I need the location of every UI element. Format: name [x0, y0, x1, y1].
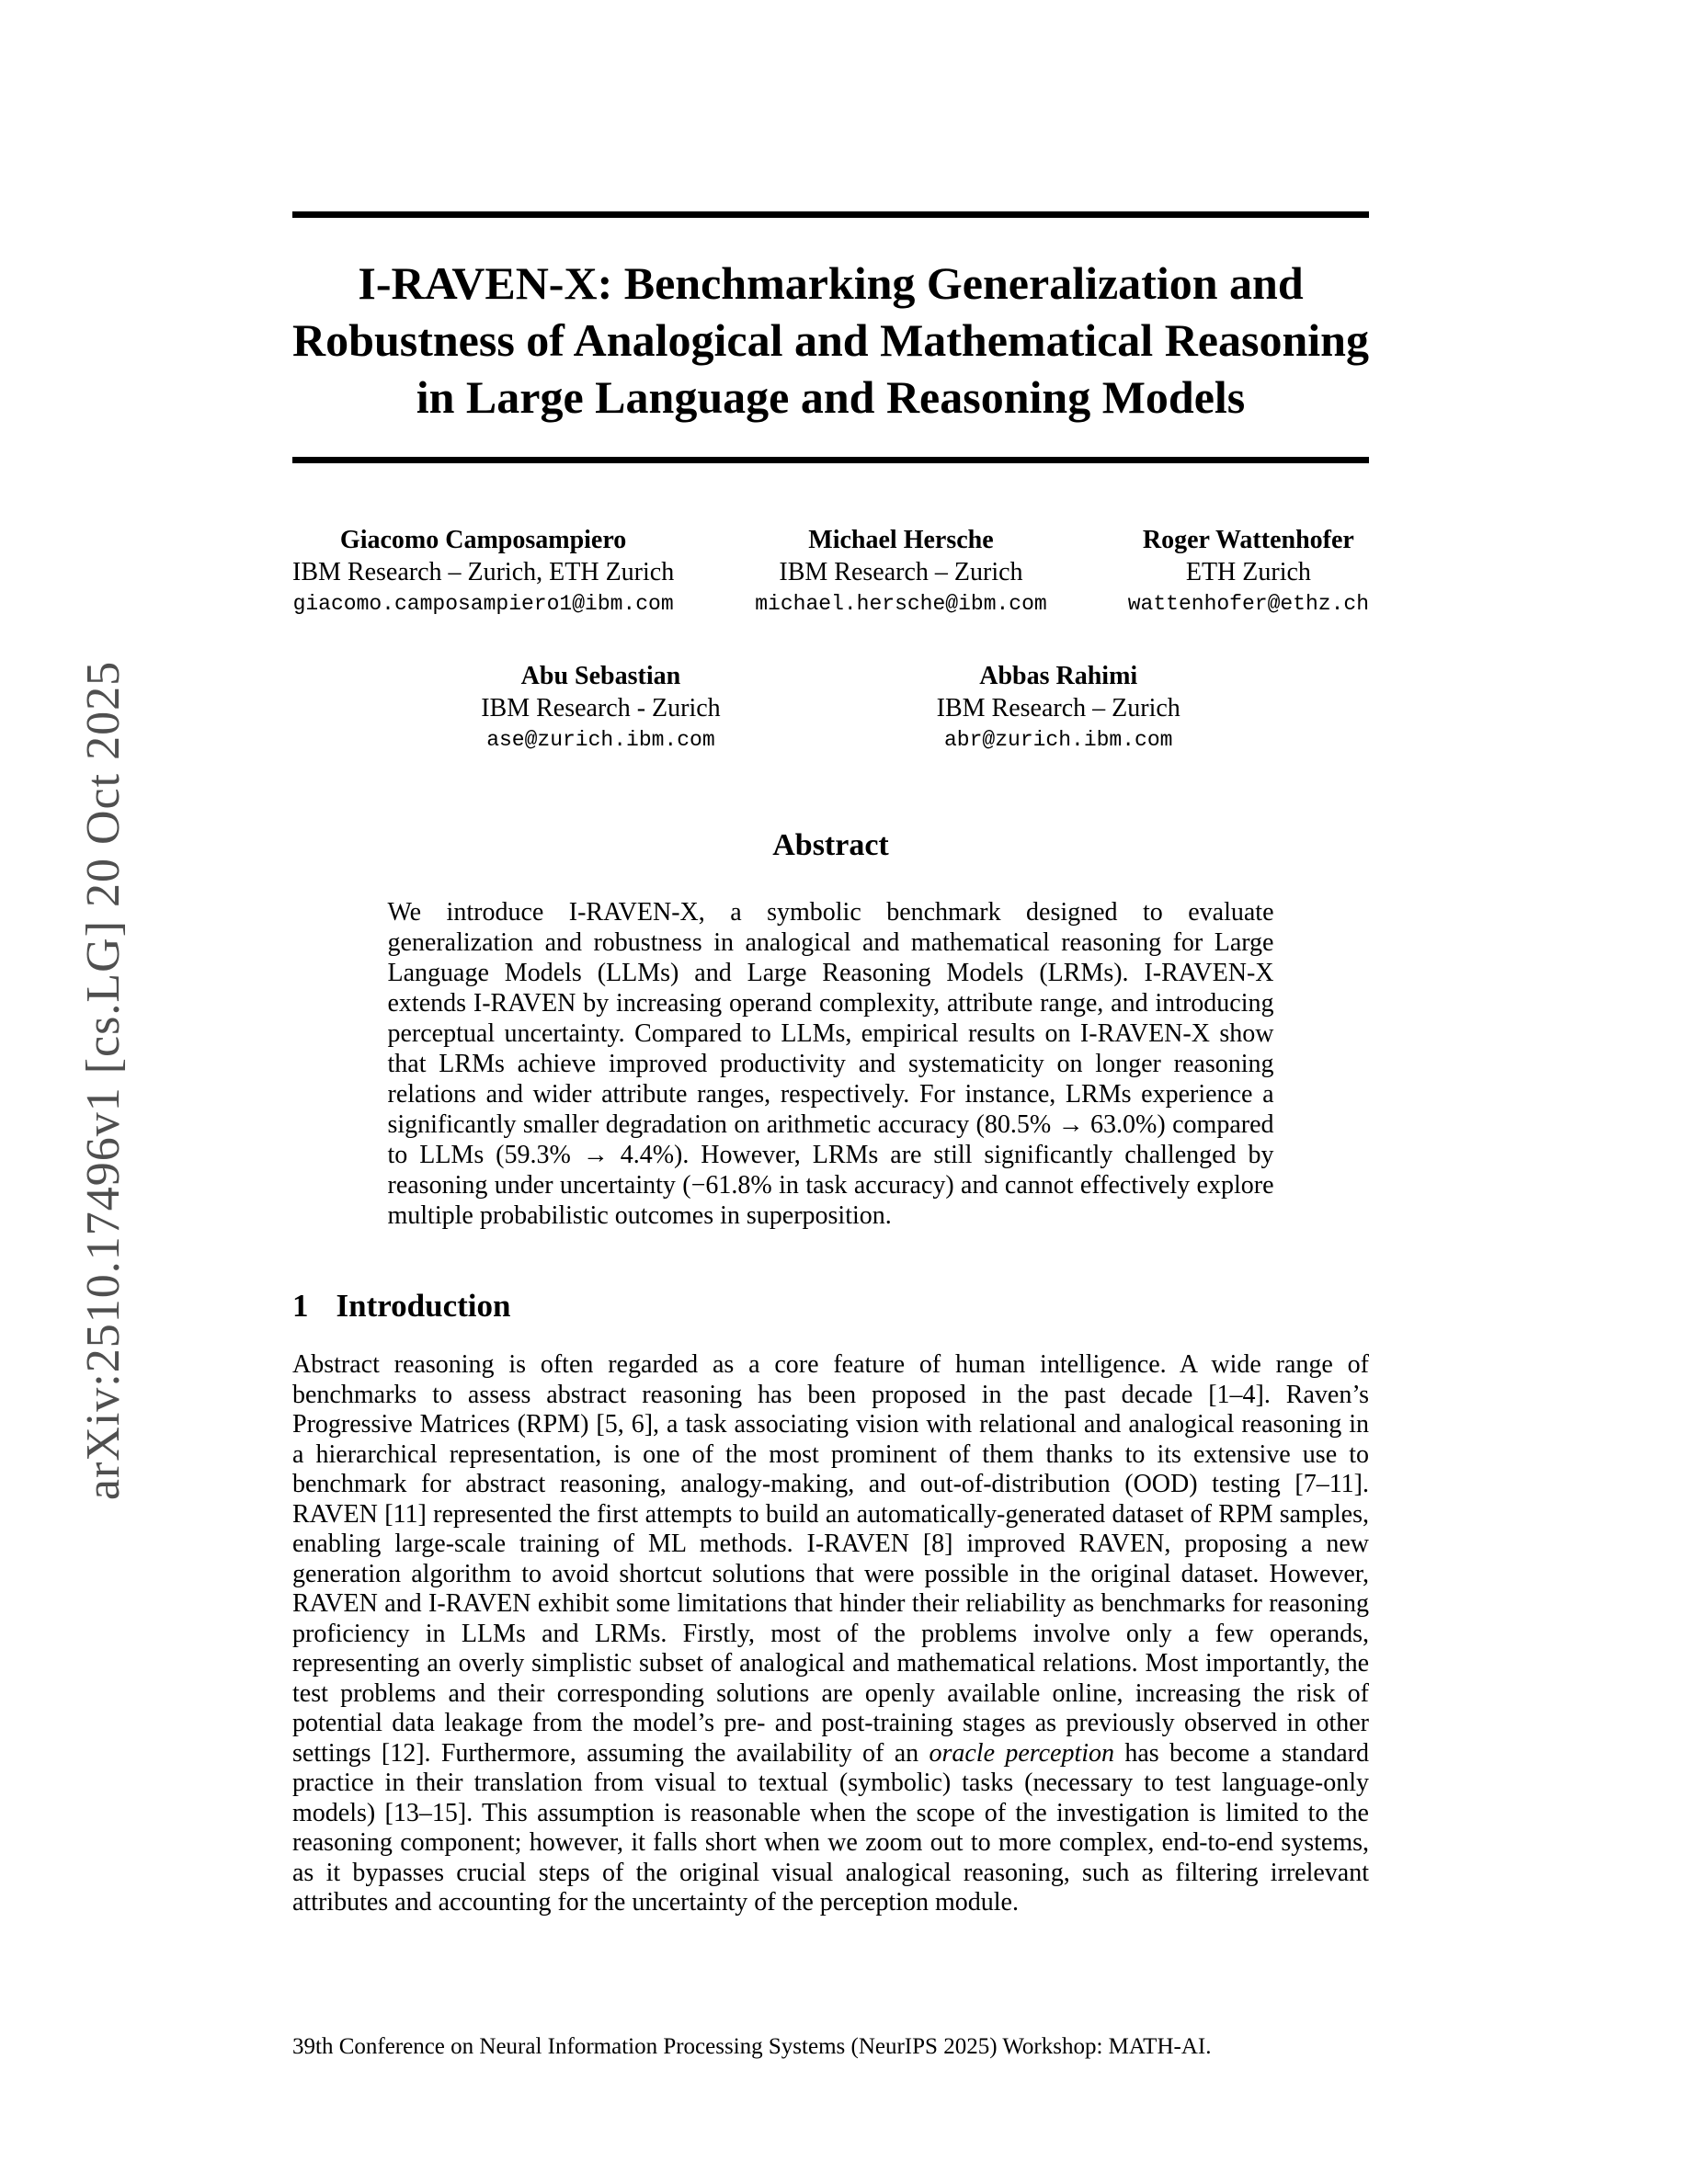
arxiv-watermark [35, 542, 173, 1618]
abstract-text: We introduce I-RAVEN-X, a symbolic benchmark designed to evaluate generalization and robustness in analogical and mathematical reasoning for Large Language Models (LLMs) and Large Reasoning Models (LRMs). I-RAVEN-X extends I-RAVEN by increasing operand complexity, attribute range, and introducing perceptual uncertainty. Compared to LLMs, empirical results on I-RAVEN-X show that LRMs achieve improved productivity and systematicity on longer reasoning relations and wider attribute ranges, respectively. For instance, LRMs experience a significantly smaller degradation on arithmetic accuracy (80.5% → 63.0%) compared to LLMs (59.3% → 4.4%). However, LRMs are still significantly challenged by reasoning under uncertainty (−61.8% in task accuracy) and cannot effectively explore multiple probabilistic outcomes in superposition. [387, 898, 1274, 1230]
author-block [481, 660, 720, 756]
author-affiliation: IBM Research – Zurich, ETH Zurich [292, 558, 675, 586]
abstract-heading: Abstract [772, 828, 889, 862]
paper-title-line: I-RAVEN-X: Benchmarking Generalization and [358, 257, 1304, 309]
section-title: Introduction [336, 1288, 511, 1324]
section-heading-introduction [292, 1288, 1369, 1325]
author-name: Abu Sebastian [520, 662, 681, 690]
paper-title [292, 255, 1369, 426]
author-email: abr@zurich.ibm.com [944, 728, 1173, 752]
section-number: 1 [292, 1288, 309, 1324]
title-top-rule [292, 211, 1369, 218]
conference-footer-note: 39th Conference on Neural Information Processing Systems (NeurIPS 2025) Workshop: MATH-AI. [292, 2034, 1212, 2059]
author-affiliation: IBM Research - Zurich [481, 694, 721, 722]
author-affiliation: IBM Research – Zurich [936, 694, 1180, 722]
paper-title-line: Robustness of Analogical and Mathematical Reasoning [292, 314, 1369, 366]
author-block [292, 524, 674, 620]
title-bottom-rule [292, 457, 1369, 463]
author-block [1128, 524, 1369, 620]
author-block [755, 524, 1046, 620]
author-email: giacomo.camposampiero1@ibm.com [292, 592, 674, 616]
paper-content-column [292, 0, 1369, 1918]
introduction-paragraph: Abstract reasoning is often regarded as a core feature of human intelligence. A wide range of benchmarks to assess abstract reasoning has been proposed in the past decade [1–4]. Raven’s Progressive Matrices (RPM) [5, 6], a task associating vision with relational and analogical reasoning in a hierarchical representation, is one of the most prominent of them thanks to its extensive use to benchmark for abstract reasoning, analogy-making, and out-of-distribution (OOD) testing [7–11]. RAVEN [11] represented the first attempts to build an automatically-generated dataset of RPM samples, enabling large-scale training of ML methods. I-RAVEN [8] improved RAVEN, proposing a new generation algorithm to avoid shortcut solutions that were possible in the original dataset. However, RAVEN and I-RAVEN exhibit some limitations that hinder their reliability as benchmarks for reasoning proficiency in LLMs and LRMs. Firstly, most of the problems involve only a few operands, representing an overly simplistic subset of analogical and mathematical relations. Most importantly, the test problems and their corresponding solutions are openly available online, increasing the risk of potential data leakage from the model’s pre- and post-training stages as previously observed in other settings [12]. Furthermore, assuming the availability of an oracle perception has become a standard practice in their translation from visual to textual (symbolic) tasks (necessary to test language-only models) [13–15]. This assumption is reasonable when the scope of the investigation is limited to the reasoning component; however, it falls short when we zoom out to more complex, end-to-end systems, as it bypasses crucial steps of the original visual analogical reasoning, such as filtering irrelevant attributes and accounting for the uncertainty of the perception module. [292, 1350, 1369, 1917]
author-affiliation: ETH Zurich [1185, 558, 1311, 586]
author-block [937, 660, 1180, 756]
author-name: Michael Hersche [808, 526, 994, 554]
author-email: wattenhofer@ethz.ch [1127, 592, 1369, 616]
author-name: Abbas Rahimi [979, 662, 1138, 690]
author-name: Giacomo Camposampiero [339, 526, 627, 554]
paper-title-line: in Large Language and Reasoning Models [416, 371, 1246, 423]
author-name: Roger Wattenhofer [1142, 526, 1354, 554]
author-email: ase@zurich.ibm.com [486, 728, 715, 752]
authors-row-1 [292, 524, 1369, 620]
authors-row-2 [292, 660, 1369, 756]
author-email: michael.hersche@ibm.com [755, 592, 1047, 616]
author-affiliation: IBM Research – Zurich [779, 558, 1023, 586]
arxiv-watermark-text: arXiv:2510.17496v1 [cs.LG] 20 Oct 2025 [77, 660, 131, 1500]
